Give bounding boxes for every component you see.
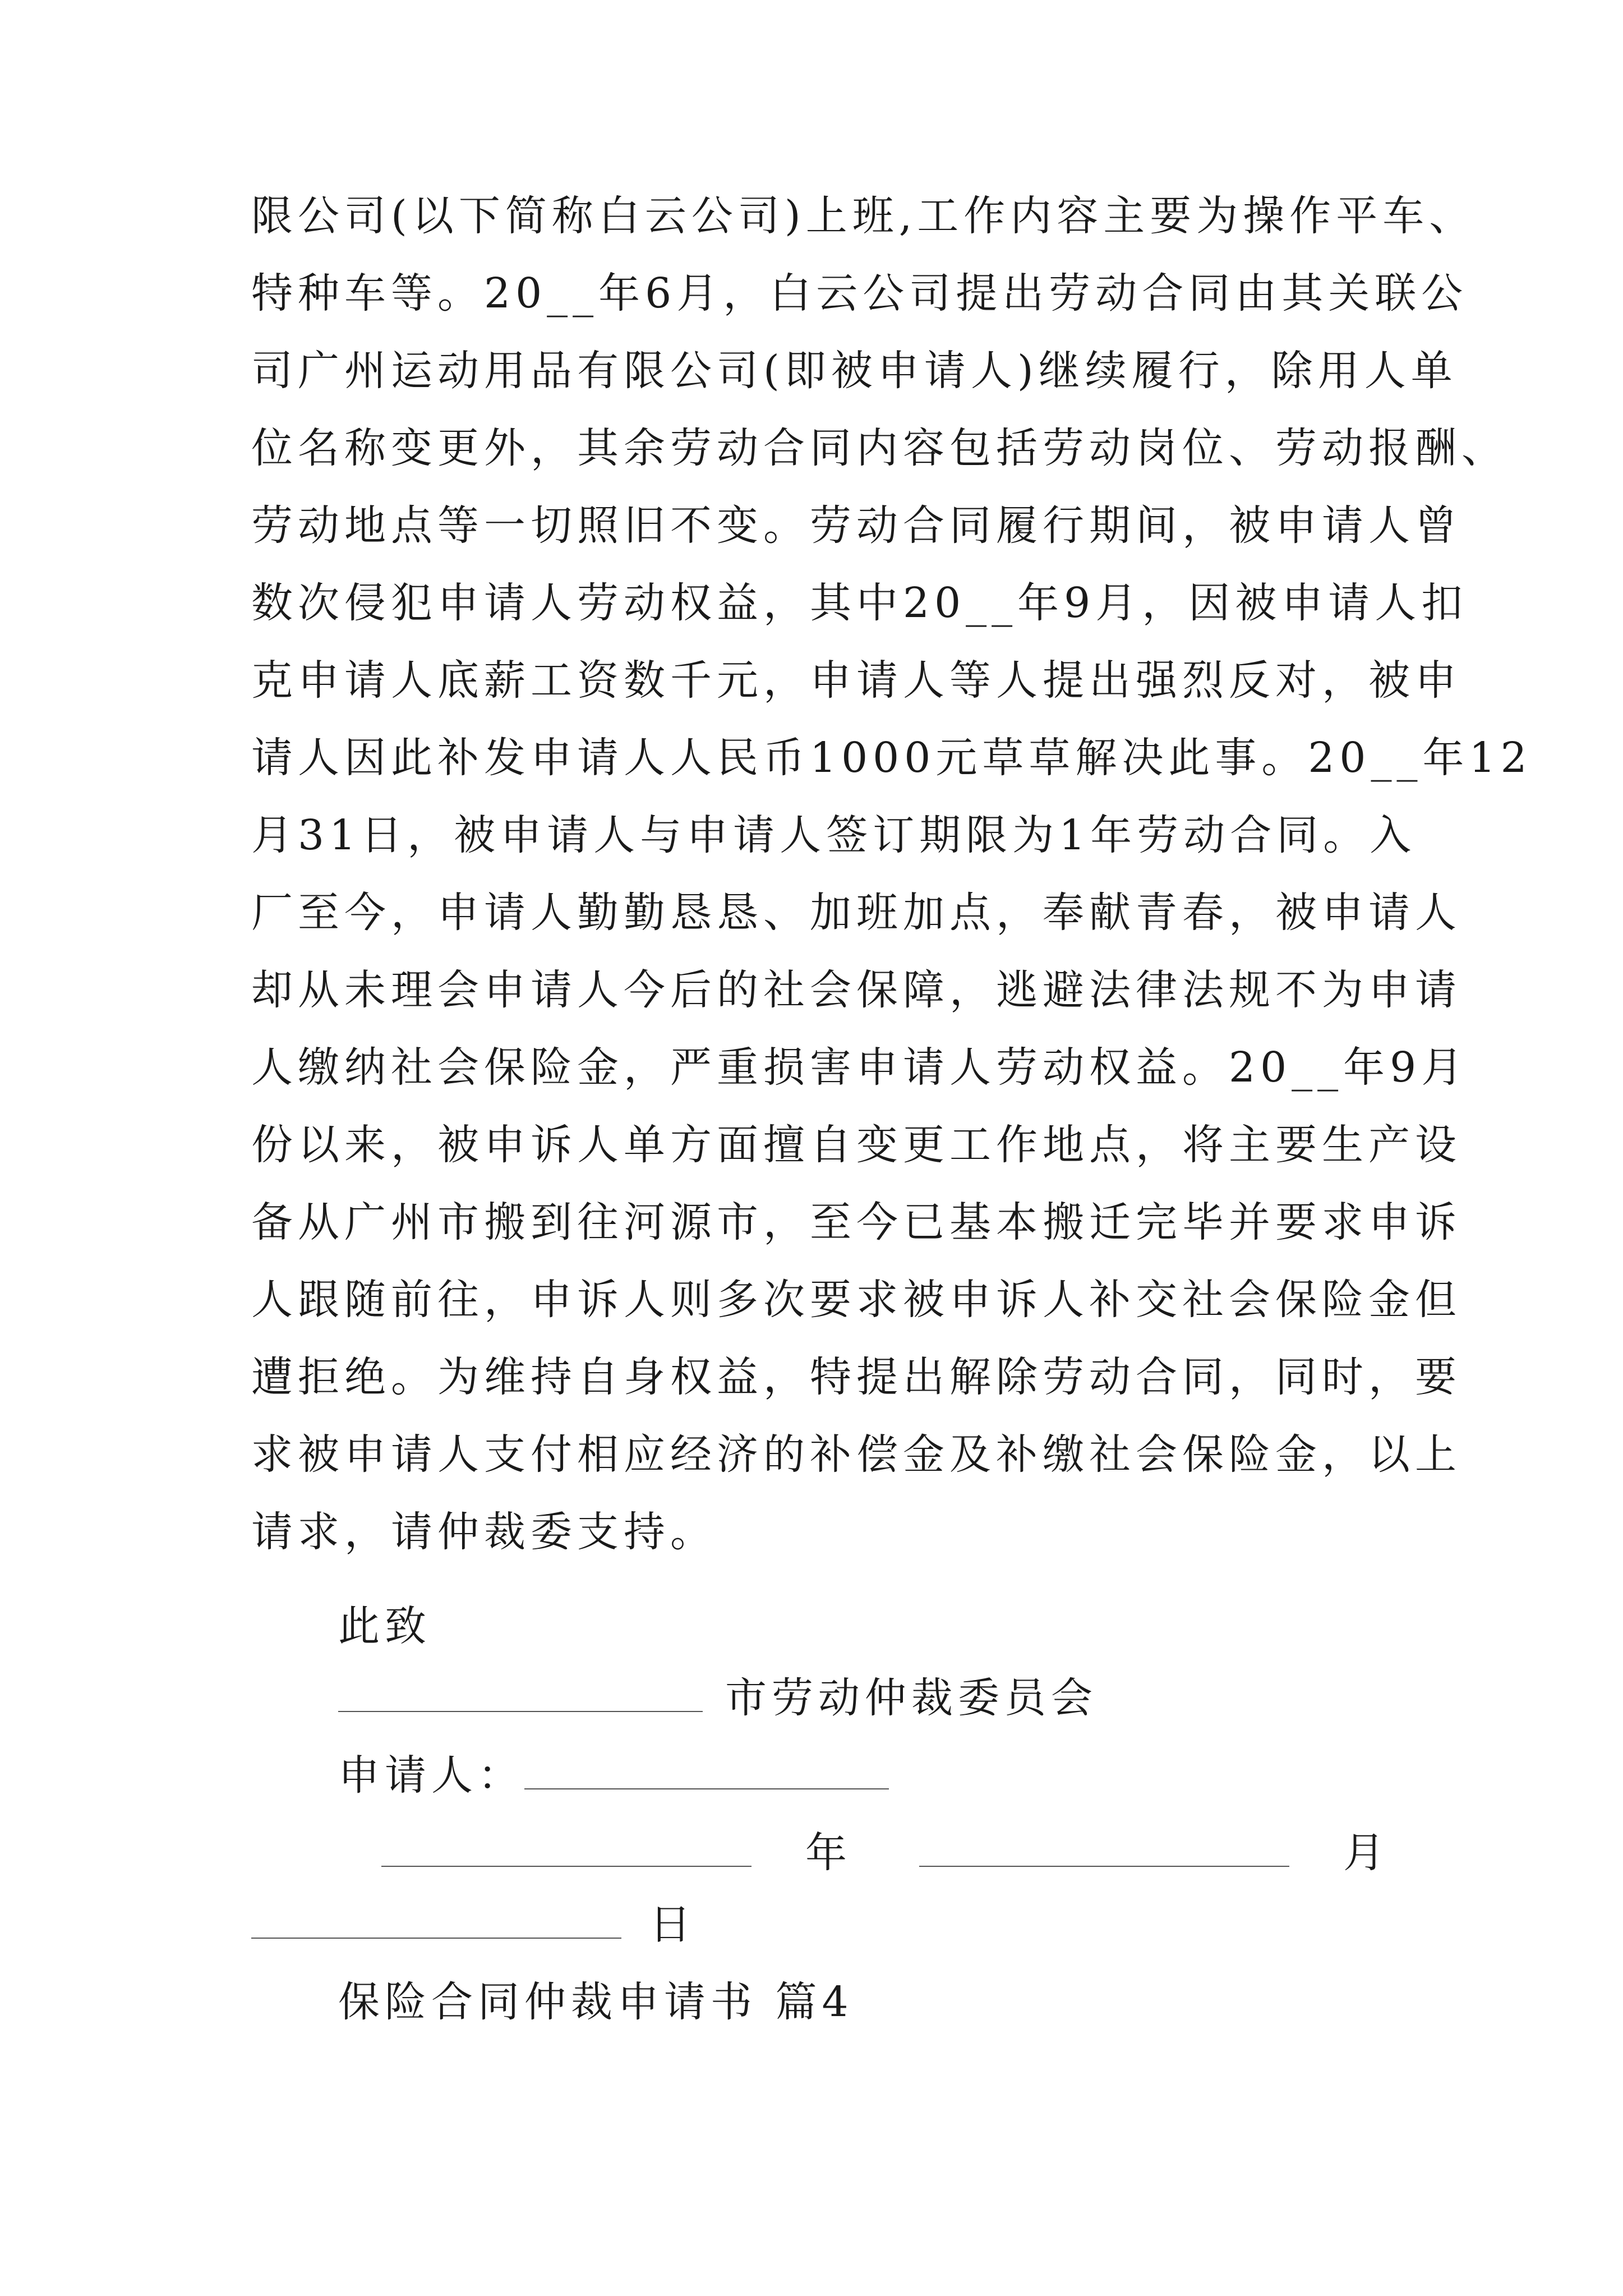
body-line: 月31日，被申请人与申请人签订期限为1年劳动合同。入 [251,811,1417,859]
applicant-label: 申请人： [338,1751,524,1800]
body-line: 请人因此补发申请人人民币1000元草草解决此事。20__年12 [251,734,1532,782]
year-blank [381,1831,751,1867]
month-label: 月 [1343,1829,1390,1877]
salutation: 此致 [338,1602,431,1650]
next-section-title: 保险合同仲裁申请书 篇4 [338,1978,854,2026]
year-label: 年 [805,1829,852,1877]
body-line: 限公司(以下简称白云公司)上班,工作内容主要为操作平车、 [251,192,1476,240]
body-line: 人缴纳社会保险金，严重损害申请人劳动权益。20__年9月 [251,1043,1468,1092]
body-line: 克申请人底薪工资数千元，申请人等人提出强烈反对，被申 [251,656,1461,705]
body-line: 位名称变更外，其余劳动合同内容包括劳动岗位、劳动报酬、 [251,424,1508,472]
date-line [381,1825,1390,1881]
day-line [251,1897,696,1953]
body-line: 却从未理会申请人今后的社会保障，逃避法律法规不为申请 [251,966,1461,1014]
recipient-blank [338,1676,703,1712]
body-line: 遭拒绝。为维持自身权益，特提出解除劳动合同，同时，要 [251,1353,1461,1401]
body-line: 备从广州市搬到往河源市，至今已基本搬迁完毕并要求申诉 [251,1198,1461,1246]
body-line: 份以来，被申诉人单方面擅自变更工作地点，将主要生产设 [251,1121,1461,1169]
body-line: 司广州运动用品有限公司(即被申请人)继续履行，除用人单 [251,347,1458,395]
applicant-line [338,1747,889,1803]
body-line: 请求，请仲裁委支持。 [251,1508,717,1556]
applicant-blank [524,1754,889,1789]
recipient-line [338,1670,1098,1726]
body-line: 特种车等。20__年6月，白云公司提出劳动合同由其关联公 [251,269,1468,318]
body-line: 劳动地点等一切照旧不变。劳动合同履行期间，被申请人曾 [251,501,1461,550]
recipient-suffix: 市劳动仲裁委员会 [725,1674,1098,1722]
body-line: 数次侵犯申请人劳动权益，其中20__年9月，因被申请人扣 [251,579,1468,627]
day-label: 日 [649,1901,696,1949]
body-line: 人跟随前往，申诉人则多次要求被申诉人补交社会保险金但 [251,1276,1461,1324]
day-blank [251,1903,621,1939]
month-blank [919,1831,1289,1867]
body-line: 求被申请人支付相应经济的补偿金及补缴社会保险金，以上 [251,1430,1461,1479]
body-line: 厂至今，申请人勤勤恳恳、加班加点，奉献青春，被申请人 [251,889,1461,937]
